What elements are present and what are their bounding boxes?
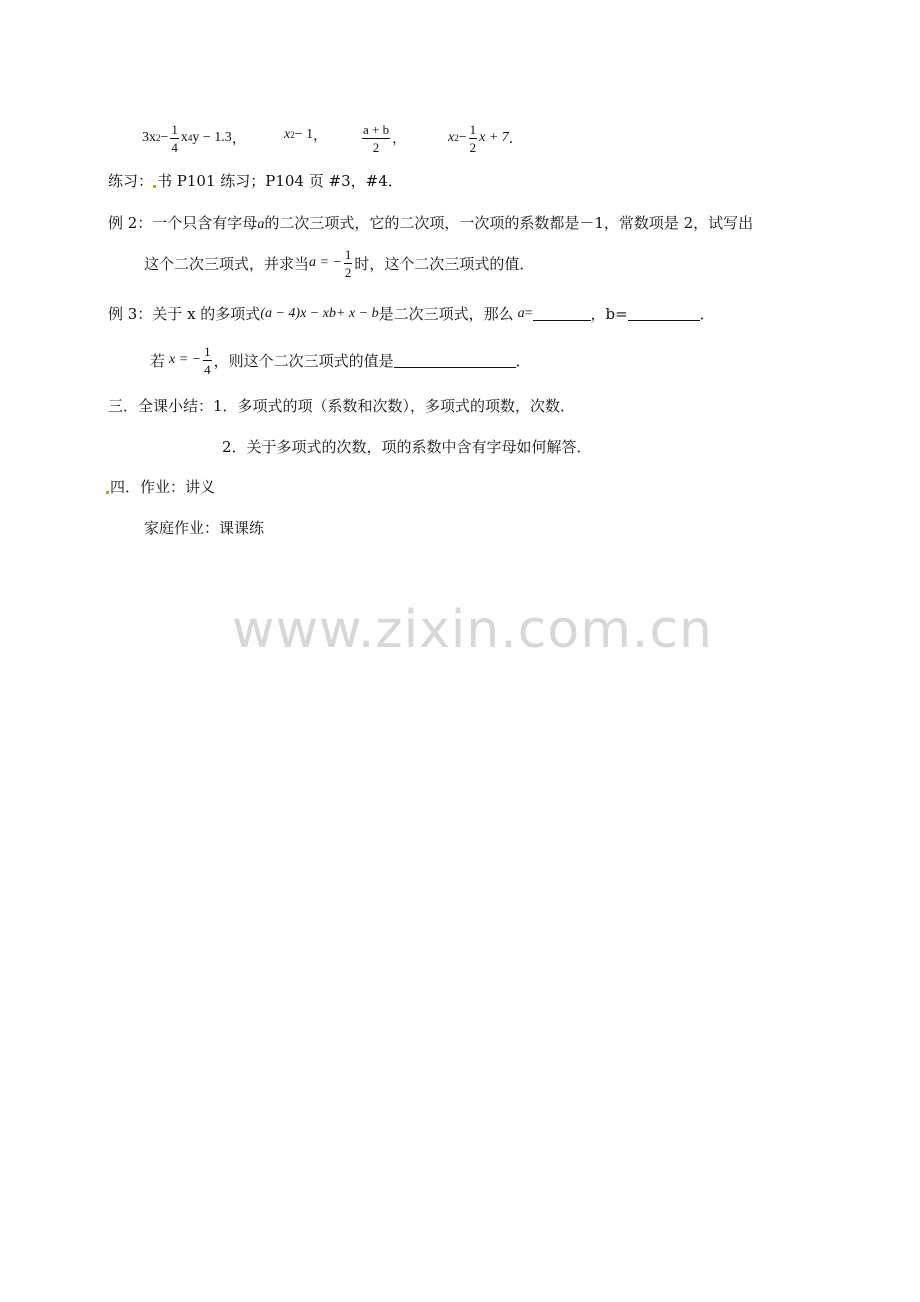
example-3-condition: x = −	[169, 352, 202, 367]
example-2-line-2-post: 时，这个二次三项式的值．	[354, 254, 535, 273]
formula-1-minus: −	[160, 130, 169, 145]
summary-item-1: 1．多项式的项（系数和次数），多项式的项数，次数．	[213, 397, 576, 415]
formula-1-denominator: 4	[171, 139, 178, 155]
formula-1-tail: y − 1.3	[192, 130, 232, 145]
formula-2-tail: − 1	[294, 127, 314, 142]
example-2-pre: 例 2：一个只含有字母	[108, 214, 258, 232]
example-2-line-2-pre: 这个二次三项式，并求当	[144, 254, 310, 273]
example-3-fraction	[203, 345, 212, 376]
example-3-var-a: a	[517, 305, 525, 321]
example-2-var: a	[257, 217, 265, 232]
practice-text: 书 P101 练习；P104 页 #3，#4．	[157, 172, 403, 190]
example-3-line-1: 例 3：关于 x 的多项式 (a − 4)x − x b + x − b 是二次三项式，那么 a = ，b= ．	[108, 305, 715, 323]
homework-line	[106, 476, 215, 497]
formula-3-numerator: a + b	[363, 121, 390, 137]
home-assignment-line	[144, 517, 264, 538]
example-2-fraction	[344, 248, 353, 279]
answer-blank-a[interactable]	[533, 306, 591, 321]
example-3-numerator: 1	[204, 343, 211, 359]
formula-1-fraction	[170, 123, 179, 154]
bullet-dot-icon	[106, 491, 109, 494]
formula-4-minus: −	[458, 130, 467, 145]
example-2-numerator: 1	[344, 246, 352, 262]
formula-3-fraction	[362, 123, 390, 154]
formula-4: x 2 − $\frac{1}{2}$ x + 7 ．	[448, 121, 523, 155]
formula-1-numerator: 1	[171, 121, 178, 137]
formula-2-base: x	[284, 127, 291, 142]
example-3-eq: =	[524, 305, 533, 321]
example-3-mid: 是二次三项式，那么	[378, 305, 514, 323]
example-3-line-2-end: ．	[515, 351, 531, 370]
example-3-pre: 例 3：关于 x 的多项式	[108, 305, 261, 323]
formula-3-sep: ，	[392, 132, 407, 147]
formula-4-tail: x + 7	[479, 130, 509, 145]
practice-line	[108, 170, 403, 191]
example-2-condition: a = −	[309, 255, 342, 270]
formula-1-x: x	[180, 130, 188, 145]
example-3-poly-b: + x − b	[335, 305, 379, 321]
answer-blank-value[interactable]	[394, 353, 516, 368]
answer-blank-b[interactable]	[628, 306, 700, 321]
formula-4-sep: ．	[508, 132, 523, 147]
formula-3-denominator: 2	[372, 139, 380, 155]
example-3-end: ．	[699, 305, 715, 323]
practice-label: 练习：	[108, 172, 154, 190]
example-3-poly-a: (a − 4)x − x	[260, 305, 329, 321]
formula-2-sep: ，	[313, 129, 328, 144]
example-2-denominator: 2	[344, 264, 352, 280]
example-3-line-2	[150, 340, 531, 380]
formula-2: x 2 − 1 ，	[284, 127, 328, 144]
example-3-b-label: ，b=	[590, 305, 628, 323]
formula-4-denominator: 2	[469, 139, 477, 155]
summary-title: 三．全课小结：	[108, 397, 214, 415]
example-3-line-2-pre: 若	[150, 351, 166, 370]
watermark: www.zixin.com.cn	[232, 600, 713, 660]
formula-1: 3x 2 − $\frac{1}{4}$ x 4 y − 1.3 ，	[142, 121, 246, 155]
formula-3	[360, 118, 406, 158]
bullet-dot-icon	[153, 185, 156, 188]
formula-4-base: x	[448, 130, 455, 145]
formula-1-sep: ，	[231, 132, 246, 147]
example-2-post: 的二次三项式，它的二次项，一次项的系数都是－1，常数项是 2，试写出	[264, 214, 754, 232]
formula-4-fraction	[469, 123, 478, 154]
example-3-denominator: 4	[204, 361, 211, 377]
example-2-line-1	[108, 212, 753, 233]
formula-1-lead: 3x	[142, 130, 156, 145]
example-2-line-2	[144, 243, 534, 283]
summary-line-1	[108, 395, 575, 416]
summary-item-2: 2．关于多项式的次数，项的系数中含有字母如何解答．	[222, 438, 592, 456]
formula-4-numerator: 1	[469, 121, 477, 137]
summary-line-2	[222, 436, 592, 457]
homework-title: 四．作业：讲义	[110, 478, 216, 496]
home-assignment: 家庭作业：课课练	[144, 519, 265, 537]
example-3-line-2-mid: ，则这个二次三项式的值是	[213, 351, 394, 370]
